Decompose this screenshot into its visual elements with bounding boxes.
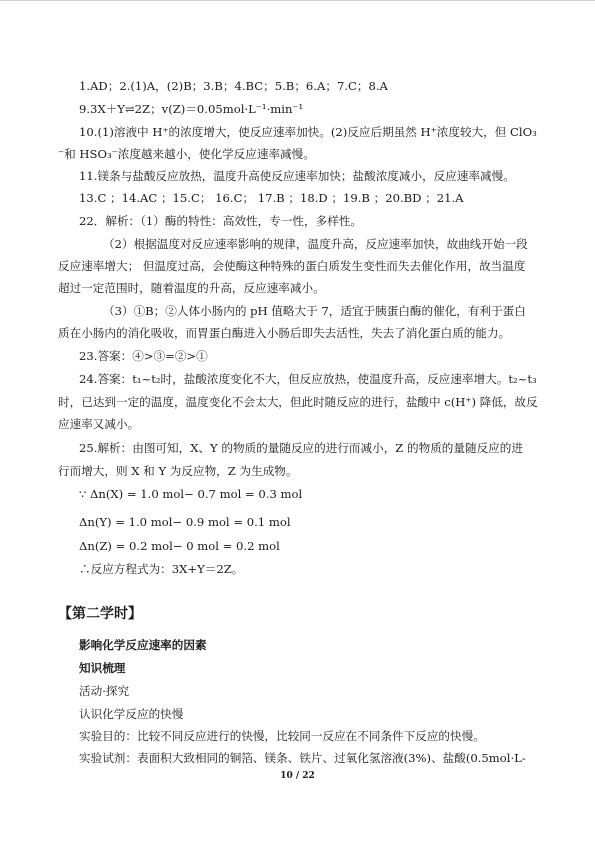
answer-line-10: 10.(1)溶液中 H⁺的浓度增大，使反应速率加快。(2)反应后期虽然 H⁺浓度较大，但 ClO₃ (79, 125, 537, 139)
experiment-reagents: 实验试剂：表面积大致相同的铜箔、镁条、铁片、过氧化氢溶液(3%)、盐酸(0.5mol·L- (79, 751, 526, 765)
answer-line-9: 9.3X＋Y⇌2Z；v(Z)＝0.05mol·L⁻¹·min⁻¹ (79, 102, 304, 116)
answer-line-22-2c: 超过一定范围时，随着温度的升高，反应速率减小。 (58, 281, 325, 295)
equation-delta-x: ∵ Δn(X) = 1.0 mol− 0.7 mol = 0.3 mol (79, 487, 303, 501)
answer-line-11: 11.镁条与盐酸反应放热，温度升高使反应速率加快；盐酸浓度减小，反应速率减慢。 (79, 169, 515, 183)
answer-line-25b: 行而增大，则 X 和 Y 为反应物，Z 为生成物。 (58, 464, 298, 478)
answer-line-22-3b: 质在小肠内的消化吸收，而胃蛋白酶进入小肠后即失去活性，失去了消化蛋白质的能力。 (58, 326, 511, 340)
activity-label: 活动·探究 (79, 684, 130, 698)
answer-line-22-3a: （3）①B；②人体小肠内的 pH 值略大于 7，适宜于胰蛋白酶的催化，有利于蛋白 (103, 304, 526, 318)
equation-delta-z: Δn(Z) = 0.2 mol− 0 mol = 0.2 mol (79, 539, 280, 553)
equation-delta-y: Δn(Y) = 1.0 mol− 0.9 mol = 0.1 mol (79, 515, 291, 529)
answer-line-22-2a: （2）根据温度对反应速率影响的规律，温度升高，反应速率加快，故曲线开始一段 (103, 237, 528, 251)
page-number: 10 / 22 (280, 771, 315, 781)
answer-line-10-cont: ⁻和 HSO₃⁻浓度越来越小，使化学反应速率减慢。 (58, 147, 315, 161)
section-heading: 【第二学时】 (58, 606, 142, 622)
answer-line-24a: 24.答案：t₁~t₂时，盐酸浓度变化不大，但反应放热，使温度升高，反应速率增大。t₂~t₃ (79, 372, 537, 386)
answer-line-24b: 时，已达到一定的温度，温度变化不会太大，但此时随反应的进行，盐酸中 c(H⁺) 降低，故反 (58, 395, 538, 409)
answer-line-1-8: 1.AD；2.(1)A，(2)B；3.B；4.BC；5.B；6.A；7.C；8.A (79, 79, 388, 93)
answer-line-25a: 25.解析：由图可知，X、Y 的物质的量随反应的进行而减小，Z 的物质的量随反应的进 (79, 441, 523, 455)
experiment-purpose: 实验目的：比较不同反应进行的快慢，比较同一反应在不同条件下反应的快慢。 (79, 729, 485, 743)
answer-line-23: 23.答案：④>③=②>① (79, 349, 208, 363)
topic-label: 认识化学反应的快慢 (79, 707, 184, 721)
section-title: 影响化学反应速率的因素 (79, 638, 207, 652)
page-top-border (0, 0, 595, 1)
answer-line-13-21: 13.C ；14.AC ；15.C； 16.C； 17.B ；18.D ；19.B ；20.BD ；21.A (79, 191, 464, 205)
answer-line-22-2b: 反应速率增大； 但温度过高，会使酶这种特殊的蛋白质发生变性而失去催化作用，故当温度 (58, 259, 526, 273)
reaction-equation: ∴反应方程式为：3X+Y＝2Z。 (79, 562, 244, 576)
answer-line-22: 22．解析：（1）酶的特性：高效性，专一性，多样性。 (79, 214, 362, 228)
section-subtitle: 知识梳理 (79, 661, 126, 675)
answer-line-24c: 应速率又减小。 (58, 417, 140, 431)
